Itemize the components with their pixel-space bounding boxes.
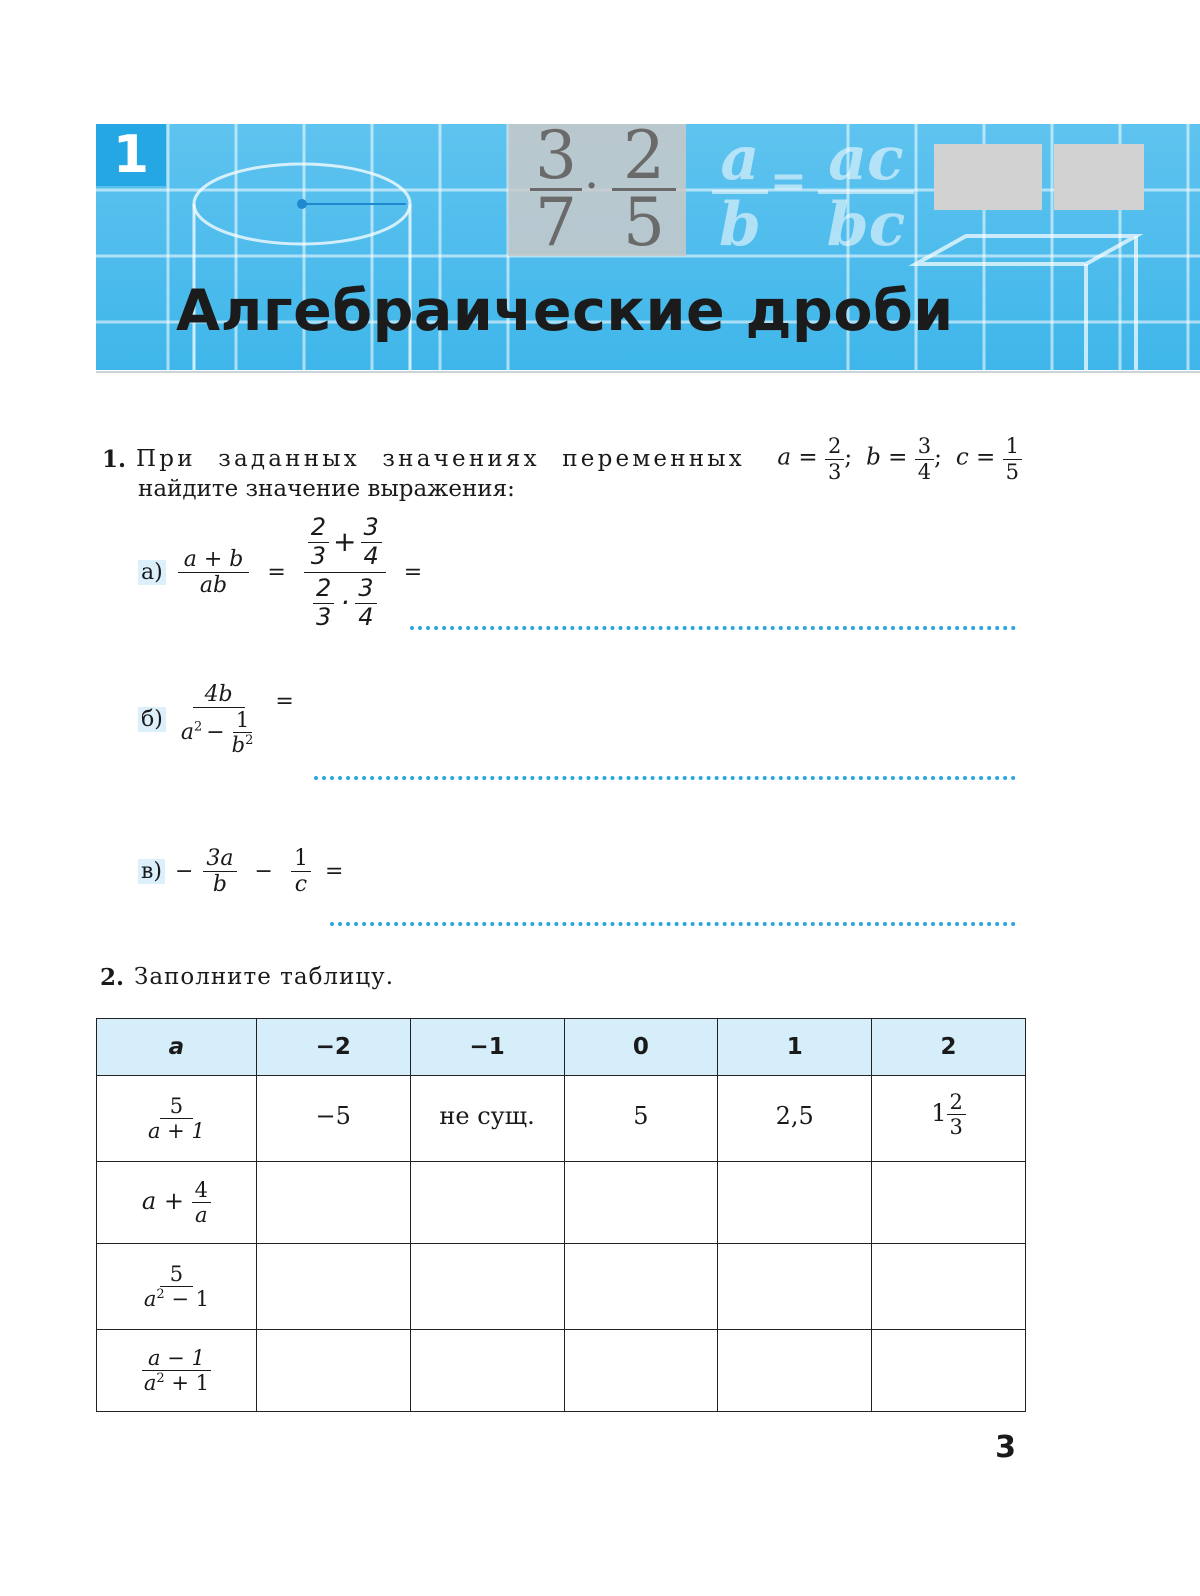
denominator: a + 1 <box>147 1119 205 1143</box>
answer-line-b[interactable] <box>314 776 1016 780</box>
header-label: a <box>168 1034 185 1060</box>
denominator-rest: − 1 <box>164 1287 209 1311</box>
hw-fraction <box>313 575 334 631</box>
decor-numerator: 3 <box>535 117 577 194</box>
numerator: 3a <box>203 846 236 872</box>
value-cell[interactable]: не сущ. <box>410 1076 564 1162</box>
decor-dot: · <box>584 158 600 214</box>
task1-part-c <box>138 846 343 898</box>
numerator: 1 <box>1003 434 1022 459</box>
fraction <box>192 1178 211 1227</box>
decor-fraction-ac-bc <box>818 124 914 260</box>
value-cell[interactable]: 2,5 <box>718 1076 872 1162</box>
decor-numerator: ac <box>828 124 904 194</box>
numerator: 1 <box>291 846 311 872</box>
decor-denominator: 7 <box>530 188 582 255</box>
separator: ; <box>934 445 942 471</box>
equals-sign: = <box>324 859 344 885</box>
var-a <box>777 434 852 483</box>
var-name: b <box>231 733 246 758</box>
task-number: 1. <box>102 445 127 473</box>
expression-cell <box>97 1162 257 1244</box>
equals-sign: = <box>275 689 294 715</box>
value-cell[interactable] <box>872 1330 1026 1412</box>
var-name: c <box>955 445 969 471</box>
variable-values <box>777 434 1022 483</box>
value-cell[interactable] <box>410 1330 564 1412</box>
value-cell[interactable] <box>256 1330 410 1412</box>
handwritten-answer <box>304 512 386 633</box>
task-text-line2: найдите значение выражения: <box>138 476 515 502</box>
answer-line-c[interactable] <box>330 922 1016 926</box>
mixed-whole: 1 <box>931 1099 947 1128</box>
var-name: b <box>866 445 881 471</box>
expression-fraction <box>178 547 250 599</box>
exponent: 2 <box>245 733 254 749</box>
denominator: 3 <box>316 602 332 631</box>
header-cell: 1 <box>718 1019 872 1076</box>
value-cell[interactable] <box>410 1244 564 1330</box>
equals-sign: = <box>976 445 996 471</box>
fraction <box>915 434 934 483</box>
part-label: в) <box>138 859 165 884</box>
value-cell[interactable] <box>872 1076 1026 1162</box>
numerator: 4b <box>193 682 245 708</box>
fraction <box>141 1346 212 1395</box>
task1-statement <box>102 430 1022 502</box>
task-text: При заданных значениях переменных <box>136 446 745 472</box>
denominator: a <box>194 1203 208 1227</box>
handwritten-denominator <box>309 573 380 633</box>
value-cell[interactable] <box>872 1244 1026 1330</box>
exponent: 2 <box>156 1287 165 1302</box>
fraction <box>203 846 236 898</box>
task2-statement <box>100 964 394 991</box>
decor-denominator: bc <box>818 190 914 256</box>
var-c <box>956 434 1022 483</box>
equals-sign: = <box>267 560 286 586</box>
header-cell: −2 <box>256 1019 410 1076</box>
value-cell[interactable] <box>410 1162 564 1244</box>
numerator: 1 <box>233 708 252 733</box>
mixed-fraction <box>947 1090 966 1139</box>
denominator: b <box>212 872 228 898</box>
chapter-title: Алгебраические дроби <box>176 278 954 344</box>
value-cell[interactable] <box>564 1244 718 1330</box>
denominator: 3 <box>949 1115 963 1140</box>
hw-fraction <box>361 514 382 570</box>
denominator: ab <box>199 573 228 599</box>
numerator: 3 <box>361 514 382 543</box>
fraction <box>291 846 311 898</box>
expression-cell <box>97 1244 257 1330</box>
banner-divider <box>96 371 1200 373</box>
equals-sign: = <box>798 445 818 471</box>
expression-lead: a + <box>141 1187 184 1215</box>
dot-sign: · <box>340 586 350 620</box>
values-table <box>96 1018 1026 1412</box>
numerator: a + b <box>178 547 250 573</box>
table-row <box>97 1076 1026 1162</box>
minus-sign: − <box>206 720 225 746</box>
fraction <box>141 1262 212 1311</box>
answer-line-a[interactable] <box>410 626 1016 630</box>
decor-numerator: a <box>720 124 760 194</box>
decor-numerator: 2 <box>623 117 665 194</box>
var-name: a <box>180 720 194 746</box>
decor-fraction-2-5 <box>612 117 676 261</box>
hw-fraction <box>355 575 376 631</box>
value-cell[interactable] <box>256 1244 410 1330</box>
chapter-number: 1 <box>96 124 166 186</box>
denominator: 4 <box>917 459 932 484</box>
denominator: 4 <box>358 602 374 631</box>
value-cell[interactable] <box>564 1330 718 1412</box>
table-header-row <box>97 1019 1026 1076</box>
value-cell[interactable] <box>718 1330 872 1412</box>
value-cell[interactable]: −5 <box>256 1076 410 1162</box>
equals-sign: = <box>403 560 423 586</box>
value-cell[interactable]: 5 <box>564 1076 718 1162</box>
page-number: 3 <box>995 1430 1016 1465</box>
var-name: a <box>143 1287 157 1311</box>
numerator: 4 <box>192 1178 211 1203</box>
decor-fraction-3-7 <box>530 117 582 261</box>
numerator: 2 <box>825 434 844 459</box>
plus-sign: + <box>333 525 357 558</box>
value-cell[interactable] <box>718 1162 872 1244</box>
numerator: 2 <box>313 575 334 604</box>
value-cell[interactable] <box>718 1244 872 1330</box>
table-row <box>97 1330 1026 1412</box>
fraction <box>1003 434 1022 483</box>
decor-equals: = <box>770 156 807 207</box>
task1-part-a <box>138 512 422 633</box>
numerator: 3 <box>355 575 376 604</box>
numerator: 3 <box>915 434 934 459</box>
task-text: Заполните таблицу. <box>134 964 395 990</box>
header-cell: 2 <box>872 1019 1026 1076</box>
value-cell[interactable] <box>564 1162 718 1244</box>
denominator <box>178 708 260 757</box>
value-cell[interactable] <box>872 1162 1026 1244</box>
handwritten-numerator <box>304 512 386 573</box>
denominator: 3 <box>827 459 842 484</box>
var-name: a <box>143 1371 157 1395</box>
table-row <box>97 1162 1026 1244</box>
part-label: б) <box>138 707 166 732</box>
inner-fraction <box>229 708 257 757</box>
value-cell[interactable] <box>256 1162 410 1244</box>
header-cell: −1 <box>410 1019 564 1076</box>
header-cell: 0 <box>564 1019 718 1076</box>
part-label: а) <box>138 560 166 585</box>
var-name: a <box>777 445 792 471</box>
denominator: 5 <box>1005 459 1019 484</box>
numerator: a − 1 <box>142 1346 211 1371</box>
expression-cell <box>97 1076 257 1162</box>
expression-fraction <box>178 682 260 758</box>
expression-cell <box>97 1330 257 1412</box>
var-b <box>866 434 942 483</box>
task1-part-b <box>138 682 294 758</box>
header-cell <box>97 1019 257 1076</box>
minus-sign: − <box>174 859 194 885</box>
minus-sign: − <box>254 859 273 885</box>
table-row <box>97 1244 1026 1330</box>
task-number: 2. <box>100 964 125 991</box>
exponent: 2 <box>156 1371 165 1386</box>
fraction <box>825 434 844 483</box>
numerator: 5 <box>160 1262 193 1287</box>
denominator-rest: + 1 <box>164 1371 209 1395</box>
denominator: c <box>294 872 308 898</box>
denominator: 4 <box>363 541 379 570</box>
numerator: 2 <box>947 1090 966 1115</box>
decor-denominator: 5 <box>612 188 676 255</box>
decor-denominator: b <box>712 190 768 256</box>
numerator: 5 <box>160 1094 193 1119</box>
equals-sign: = <box>888 445 908 471</box>
denominator: 3 <box>310 541 327 570</box>
hw-fraction <box>308 514 329 570</box>
fraction <box>145 1094 208 1143</box>
decor-fraction-a-b <box>712 124 768 260</box>
exponent: 2 <box>193 719 203 735</box>
separator: ; <box>844 445 853 471</box>
numerator: 2 <box>308 514 329 543</box>
